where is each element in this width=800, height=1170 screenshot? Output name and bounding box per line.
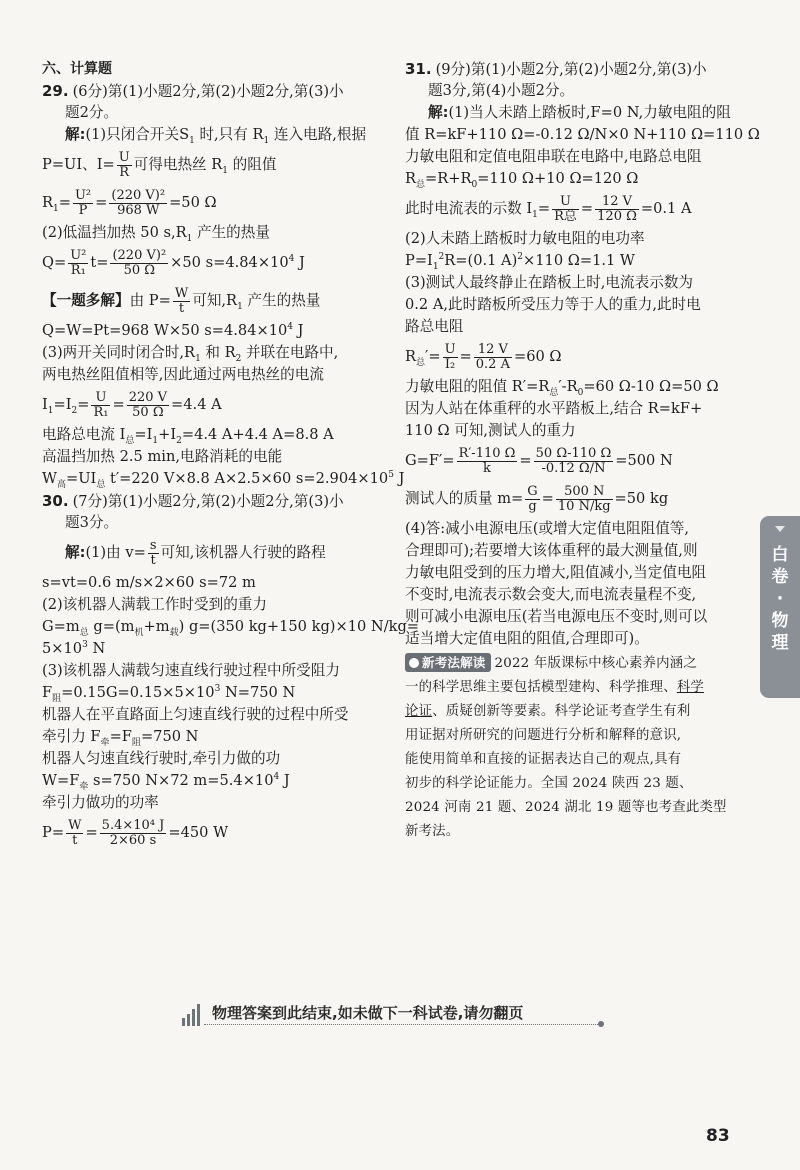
dotted-divider bbox=[204, 1024, 600, 1025]
q29-formula: Q= $\frac{\text{U²}}{\text{R₁}}$ t= $\frac{\text{(220 V)²}}{50 \Omega}$ ×50 $s=4.84\times 10^4$ J bbox=[42, 247, 305, 278]
q29-sol-line: 解:(1)只闭合开关$S_1$ 时,只有 $R_1$ 连入电路,根据 bbox=[65, 126, 367, 146]
banner-text: 物理答案到此结束,如未做下一科试卷,请勿翻页 bbox=[212, 1004, 524, 1022]
q31-sol-line: 解:(1)当人未踏上踏板时,F=0 N,力敏电阻的阻 bbox=[428, 104, 731, 121]
side-tab-label: 白卷·物理 bbox=[771, 545, 789, 653]
divider-end-dot bbox=[598, 1021, 604, 1027]
right-column: 31. (9分)第(1)小题2分,第(2)小题2分,第(3)小 题3分,第(4)小题2分。 解:(1)当人未踏上踏板时,F=0 N,力敏电阻的阻 值 R=kF+110 Ω=-0.12 Ω/N×0 N+110 Ω=110 Ω 力敏电阻和定值电阻串联在电路中,电路总电阻 $R_总=R+R_0=110$ Ω+10 Ω=120 Ω 此时电流表的示数 $I_1=$ $\frac{U}{\text{R总}}$ = $\frac{12 V}{120 \Omega}$ =0.1 A (2)人未踏上踏板时力敏电阻的电功率 $P=I_1^2R=(0.1$ A)$^2$×110 Ω=1.1 W (3)测试人最终静止在踏板上时,电流表示数为 0.2 A,此时踏板所受压力等于人的重力,此时电 路总电阻 $R_总'=$ $\frac{U}{\text{I₂}}$ = $\frac{12 V}{0.2 A}$ =60 Ω 力敏电阻的阻值 $R'=R_总'-R_0=60$ Ω-10 Ω=50 Ω 因为人站在体重秤的水平踏板上,结合 R=kF+ 110 Ω 可知,测试人的重力 G=F′= $\frac{R'-110 \Omega}{k}$ = $\frac{50 \Omega-110 \Omega}{-0.12 \Omega/N}$ =500 N 测试人的质量 m= $\frac{G}{g}$ = $\frac{500 N}{10 N/kg}$ =50 kg (4)答:减小电源电压(或增大定值电阻阻值等, 合理即可);若要增大该体重秤的最大测量值,则 力敏电阻受到的压力增大,阻值减小,当定值电阻 不变时,电流表示数会变大,而电流表量程不变, 则可减小电源电压(若当电源电压不变时,则可以 适当增大定值电阻的阻值,合理即可)。 新考法解读 2022 年版课标中核心素养内涵之 一的科学思维主要包括模型建构、科学推理、科学 论证、质疑创新等要素。科学论证考查学生有利 用证据对所研究的问题进行分析和解释的意识, 能使用简单和直接的证据表达自己的观点,具有 初步的科学论证能力。全国 2024 陕西 23 题、 2024 河南 21 题、2024 湖北 19 题等也考查此类型 新考法。 bbox=[405, 58, 750, 844]
q29-formula: $R_1=$ $\frac{\text{U²}}{P}$ = $\frac{\text{(220 V)²}}{968 W}$ =50 Ω bbox=[42, 187, 217, 218]
note-badge: 新考法解读 bbox=[405, 653, 491, 672]
lightbulb-icon bbox=[409, 658, 419, 668]
q31-formula: G=F′= $\frac{R'-110 \Omega}{k}$ = $\frac{50 \Omega-110 \Omega}{-0.12 \Omega/N}$ =500 N bbox=[405, 445, 673, 476]
q29-alt-solution: 【一题多解】由 P= $\frac{W}{t}$ 可知$,R_1$ 产生的热量 bbox=[42, 285, 321, 316]
triangle-icon bbox=[775, 526, 785, 532]
end-of-answers-banner bbox=[178, 1000, 618, 1034]
q31-formula: 测试人的质量 m= $\frac{G}{g}$ = $\frac{500 N}{10 N/kg}$ =50 kg bbox=[405, 483, 669, 514]
section-title: 六、计算题 bbox=[42, 61, 112, 77]
q31-formula: 此时电流表的示数 $I_1=$ $\frac{U}{\text{R总}}$ = $\frac{12 V}{120 \Omega}$ =0.1 A bbox=[405, 193, 692, 224]
q30-sol-line: 解:(1)由 v= $\frac{s}{t}$ 可知,该机器人行驶的路程 bbox=[65, 537, 326, 568]
q31-header: 31. (9分)第(1)小题2分,第(2)小题2分,第(3)小 bbox=[405, 60, 707, 78]
subject-side-tab bbox=[760, 516, 800, 698]
left-column: 六、计算题 29. (6分)第(1)小题2分,第(2)小题2分,第(3)小 题2分。 解:(1)只闭合开关$S_1$ 时,只有 $R_1$ 连入电路,根据 P=UI、I= $\frac{U}{R}$ 可得电热丝 $R_1$ 的阻值 $R_1=$ $\frac{\text{U²}}{P}$ = $\frac{\text{(220 V)²}}{968 W}$ =50 Ω (2)低温挡加热 50 $s,R_1$ 产生的热量 Q= $\frac{\text{U²}}{\text{R₁}}$ t= $\frac{\text{(220 V)²}}{50 \Omega}$ ×50 $s=4.84\times 10^4$ J 【一题多解】由 P= $\frac{W}{t}$ 可知$,R_1$ 产生的热量 Q=W=Pt=968 W×50 $s=4.84\times 10^4$ J (3)两开关同时闭合时$,R_1$ 和 $R_2$ 并联在电路中, 两电热丝阻值相等,因此通过两电热丝的电流 $I_1=I_2=$ $\frac{U}{\text{R₁}}$ = $\frac{220 V}{50 \Omega}$ =4.4 A 电路总电流 $I_总=I_1+I_2=4.4$ A+4.4 A=8.8 A 高温挡加热 2.5 min,电路消耗的电能 $W_高=UI_总$ t′=220 V×8.8 A×2.5×60 $s=2.904\times 10^5$ J 30. (7分)第(1)小题2分,第(2)小题2分,第(3)小 题3分。 解:(1)由 v= $\frac{s}{t}$ 可知,该机器人行驶的路程 s=vt=0.6 m/s×2×60 s=72 m (2)该机器人满载工作时受到的重力 $G=m_总$ $g=(m_机+m_载)$ g=(350 kg+150 kg)×10 N/kg= $5\times 10^3$ N (3)该机器人满载匀速直线行驶过程中所受阻力 $F_阻=0.15G=0.15\times 5\times 10^3$ N=750 N 机器人在平直路面上匀速直线行驶的过程中所受 牵引力 $F_牵=F_阻=750$ N 机器人匀速直线行驶时,牵引力做的功 $W=F_牵$ s=750 N×72 $m=5.4\times 10^4$ J 牵引力做功的功率 P= $\frac{W}{t}$ = $\frac{\text{5.4×10⁴ J}}{2\times 60 s}$ =450 W bbox=[42, 58, 392, 852]
q29-header: 29. (6分)第(1)小题2分,第(2)小题2分,第(3)小 bbox=[42, 82, 344, 100]
q29-formula: $I_1=I_2=$ $\frac{U}{\text{R₁}}$ = $\frac{220 V}{50 \Omega}$ =4.4 A bbox=[42, 389, 222, 420]
q30-header: 30. (7分)第(1)小题2分,第(2)小题2分,第(3)小 bbox=[42, 492, 344, 510]
q30-formula: P= $\frac{W}{t}$ = $\frac{\text{5.4×10⁴ J}}{2\times 60 s}$ =450 W bbox=[42, 817, 229, 848]
new-exam-method-note: 新考法解读 2022 年版课标中核心素养内涵之 一的科学思维主要包括模型建构、科学推理、科学 论证、质疑创新等要素。科学论证考查学生有利 用证据对所研究的问题进行分析和解释的意识, 能使用简单和直接的证据表达自己的观点,具有 初步的科学论证能力。全国 2024 陕西 23 题、 2024 河南 21 题、2024 湖北 19 题等也考查此类型 新考法。 bbox=[405, 655, 727, 839]
q29-formula: P=UI、I= $\frac{U}{R}$ 可得电热丝 $R_1$ 的阻值 bbox=[42, 149, 277, 180]
q31-formula: $R_总'=$ $\frac{U}{\text{I₂}}$ = $\frac{12 V}{0.2 A}$ =60 Ω bbox=[405, 341, 562, 372]
page-number: 83 bbox=[706, 1126, 730, 1146]
